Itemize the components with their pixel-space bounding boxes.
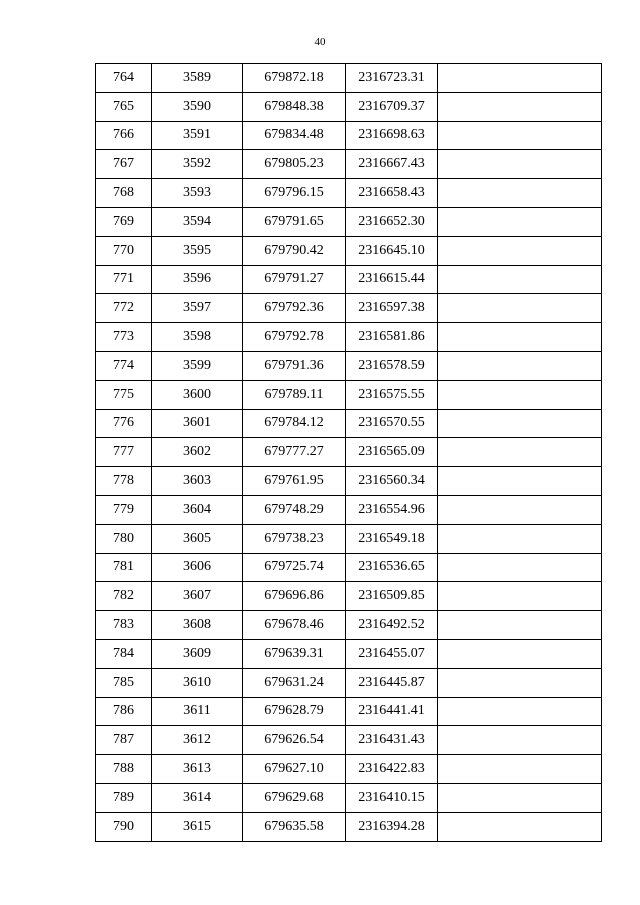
table-cell: 2316578.59 [346, 351, 438, 380]
table-cell: 3595 [152, 236, 243, 265]
table-row [96, 409, 602, 438]
table-cell: 3605 [152, 524, 243, 553]
table-cell [438, 294, 602, 323]
table-cell: 3591 [152, 121, 243, 150]
table-cell: 679626.54 [243, 726, 346, 755]
table-cell: 2316581.86 [346, 323, 438, 352]
table-cell: 679738.23 [243, 524, 346, 553]
table-cell: 773 [96, 323, 152, 352]
table-cell [438, 323, 602, 352]
table-cell: 679627.10 [243, 755, 346, 784]
table-cell: 679848.38 [243, 92, 346, 121]
table-row [96, 380, 602, 409]
table-cell: 2316667.43 [346, 150, 438, 179]
table-cell: 2316652.30 [346, 207, 438, 236]
table-cell: 3597 [152, 294, 243, 323]
table-row [96, 755, 602, 784]
table-cell [438, 553, 602, 582]
table-cell: 783 [96, 611, 152, 640]
table-cell: 765 [96, 92, 152, 121]
table-cell: 3601 [152, 409, 243, 438]
table-cell: 3606 [152, 553, 243, 582]
table-cell: 679790.42 [243, 236, 346, 265]
coordinates-table [95, 63, 602, 842]
table-cell: 785 [96, 668, 152, 697]
table-cell: 679872.18 [243, 64, 346, 93]
table-row [96, 438, 602, 467]
table-row [96, 783, 602, 812]
table-cell [438, 726, 602, 755]
table-cell: 2316570.55 [346, 409, 438, 438]
table-cell: 3607 [152, 582, 243, 611]
table-cell: 3598 [152, 323, 243, 352]
table-cell [438, 639, 602, 668]
table-cell: 679696.86 [243, 582, 346, 611]
table-cell: 769 [96, 207, 152, 236]
table-cell [438, 64, 602, 93]
table-cell: 772 [96, 294, 152, 323]
table-cell: 679748.29 [243, 495, 346, 524]
table-cell: 787 [96, 726, 152, 755]
table-row [96, 92, 602, 121]
table-cell: 3603 [152, 467, 243, 496]
table-cell: 771 [96, 265, 152, 294]
table-cell: 767 [96, 150, 152, 179]
table-row [96, 294, 602, 323]
table-row [96, 64, 602, 93]
table-row [96, 495, 602, 524]
table-cell: 786 [96, 697, 152, 726]
table-cell: 781 [96, 553, 152, 582]
table-cell: 679784.12 [243, 409, 346, 438]
table-cell: 774 [96, 351, 152, 380]
table-row [96, 179, 602, 208]
table-body [96, 64, 602, 842]
table-cell: 2316410.15 [346, 783, 438, 812]
table-cell [438, 783, 602, 812]
table-row [96, 323, 602, 352]
table-cell: 2316536.65 [346, 553, 438, 582]
table-row [96, 553, 602, 582]
table-row [96, 812, 602, 841]
table-cell: 679791.27 [243, 265, 346, 294]
table-cell: 788 [96, 755, 152, 784]
table-row [96, 582, 602, 611]
table-cell: 3612 [152, 726, 243, 755]
table-row [96, 697, 602, 726]
table-row [96, 150, 602, 179]
table-row [96, 726, 602, 755]
table-cell [438, 150, 602, 179]
table-cell: 2316445.87 [346, 668, 438, 697]
table-cell: 679678.46 [243, 611, 346, 640]
table-cell: 3600 [152, 380, 243, 409]
table-cell [438, 668, 602, 697]
table-cell [438, 524, 602, 553]
page-number: 40 [314, 36, 326, 48]
table-cell: 3593 [152, 179, 243, 208]
table-cell: 782 [96, 582, 152, 611]
table-cell [438, 351, 602, 380]
table-cell: 2316658.43 [346, 179, 438, 208]
table-cell: 3589 [152, 64, 243, 93]
table-cell: 679777.27 [243, 438, 346, 467]
table-cell: 2316698.63 [346, 121, 438, 150]
table-row [96, 236, 602, 265]
table-row [96, 611, 602, 640]
table-cell: 679791.36 [243, 351, 346, 380]
table-cell: 2316554.96 [346, 495, 438, 524]
table-cell: 768 [96, 179, 152, 208]
table-cell: 3599 [152, 351, 243, 380]
table-cell: 2316645.10 [346, 236, 438, 265]
table-cell [438, 265, 602, 294]
table-cell: 2316394.28 [346, 812, 438, 841]
table-cell: 679725.74 [243, 553, 346, 582]
table-row [96, 668, 602, 697]
table-cell: 3611 [152, 697, 243, 726]
table-cell: 3614 [152, 783, 243, 812]
table-cell: 679628.79 [243, 697, 346, 726]
table-cell: 2316422.83 [346, 755, 438, 784]
table-cell: 770 [96, 236, 152, 265]
table-row [96, 207, 602, 236]
table-cell: 2316560.34 [346, 467, 438, 496]
table-cell [438, 697, 602, 726]
table-cell [438, 380, 602, 409]
table-row [96, 639, 602, 668]
table-cell [438, 207, 602, 236]
table-row [96, 265, 602, 294]
table-cell: 679792.78 [243, 323, 346, 352]
table-cell [438, 92, 602, 121]
table-cell: 3594 [152, 207, 243, 236]
table-cell: 3592 [152, 150, 243, 179]
table-cell: 2316723.31 [346, 64, 438, 93]
table-cell: 679761.95 [243, 467, 346, 496]
table-row [96, 121, 602, 150]
table-cell [438, 582, 602, 611]
table-cell: 3590 [152, 92, 243, 121]
table-cell: 679792.36 [243, 294, 346, 323]
table-cell: 2316709.37 [346, 92, 438, 121]
table-cell: 3615 [152, 812, 243, 841]
table-cell: 679834.48 [243, 121, 346, 150]
table-cell: 2316575.55 [346, 380, 438, 409]
table-cell [438, 755, 602, 784]
table-cell: 3613 [152, 755, 243, 784]
table-cell: 784 [96, 639, 152, 668]
table-cell: 779 [96, 495, 152, 524]
table-cell: 790 [96, 812, 152, 841]
table-cell [438, 495, 602, 524]
table-cell [438, 409, 602, 438]
table-cell: 679635.58 [243, 812, 346, 841]
table-cell: 3596 [152, 265, 243, 294]
table-cell: 679639.31 [243, 639, 346, 668]
table-cell [438, 121, 602, 150]
table-cell [438, 611, 602, 640]
table-row [96, 467, 602, 496]
table-cell: 2316549.18 [346, 524, 438, 553]
table-cell: 3602 [152, 438, 243, 467]
table-cell: 2316431.43 [346, 726, 438, 755]
table-cell: 3608 [152, 611, 243, 640]
table-cell: 777 [96, 438, 152, 467]
table-cell: 3610 [152, 668, 243, 697]
table-cell: 2316492.52 [346, 611, 438, 640]
table-cell: 679796.15 [243, 179, 346, 208]
table-cell: 780 [96, 524, 152, 553]
table-cell [438, 812, 602, 841]
table-cell: 679805.23 [243, 150, 346, 179]
table-cell: 679791.65 [243, 207, 346, 236]
table-cell: 3609 [152, 639, 243, 668]
table-row [96, 351, 602, 380]
table-cell: 766 [96, 121, 152, 150]
table-cell: 679789.11 [243, 380, 346, 409]
table-cell: 2316597.38 [346, 294, 438, 323]
table-cell: 778 [96, 467, 152, 496]
table-cell: 2316615.44 [346, 265, 438, 294]
table-cell: 789 [96, 783, 152, 812]
table-cell: 679629.68 [243, 783, 346, 812]
table-cell: 2316509.85 [346, 582, 438, 611]
table-cell: 2316441.41 [346, 697, 438, 726]
table-row [96, 524, 602, 553]
table-cell [438, 438, 602, 467]
table-cell: 3604 [152, 495, 243, 524]
table-cell [438, 467, 602, 496]
table-cell: 2316455.07 [346, 639, 438, 668]
table-cell: 776 [96, 409, 152, 438]
table-cell: 764 [96, 64, 152, 93]
table-cell: 775 [96, 380, 152, 409]
table-cell [438, 236, 602, 265]
table-cell [438, 179, 602, 208]
table-cell: 2316565.09 [346, 438, 438, 467]
table-cell: 679631.24 [243, 668, 346, 697]
